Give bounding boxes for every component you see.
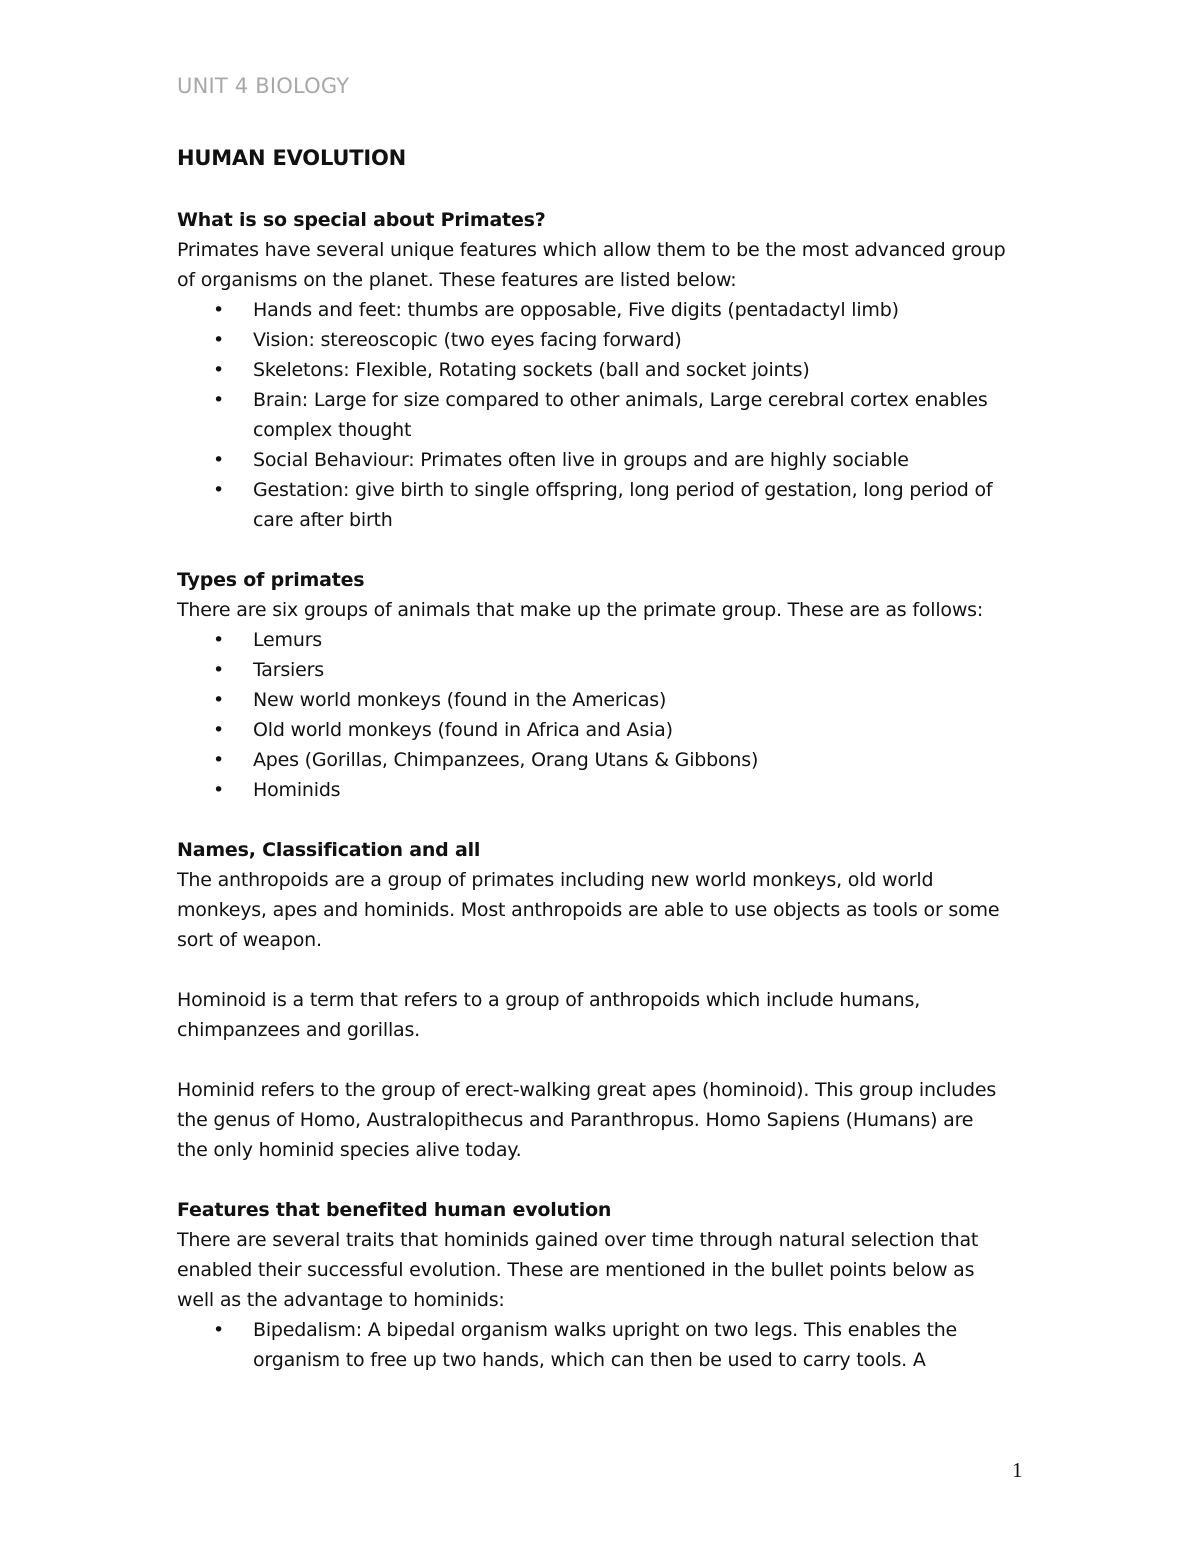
page-number: 1: [1012, 1458, 1023, 1482]
list-item: [177, 1315, 1007, 1375]
primate-types-list: [177, 625, 1007, 805]
section-heading-primates: What is so special about Primates?: [177, 209, 546, 231]
list-item-text: Brain: Large for size compared to other animals, Large cerebral cortex enables complex thought: [253, 389, 988, 441]
paragraph-hominoid: Hominoid is a term that refers to a group of anthropoids which include humans, chimpanzees and gorillas.: [177, 989, 921, 1041]
list-item: [177, 475, 1007, 535]
list-item: [177, 715, 1007, 745]
section-intro-types: There are six groups of animals that make up the primate group. These are as follows:: [177, 599, 984, 621]
spacer: [177, 535, 1007, 565]
bullet-icon: •: [213, 719, 225, 741]
bullet-icon: •: [213, 659, 225, 681]
bullet-icon: •: [213, 689, 225, 711]
bullet-icon: •: [213, 449, 225, 471]
bullet-icon: •: [213, 1319, 225, 1341]
evolution-features-list: [177, 1315, 1007, 1375]
bullet-icon: •: [213, 629, 225, 651]
list-item-text: Hands and feet: thumbs are opposable, Five digits (pentadactyl limb): [253, 299, 899, 321]
list-item: [177, 385, 1007, 445]
list-item-text: Old world monkeys (found in Africa and Asia): [253, 719, 673, 741]
list-item-text: New world monkeys (found in the Americas): [253, 689, 667, 711]
list-item-text: Hominids: [253, 779, 341, 801]
list-item: [177, 745, 1007, 775]
list-item: [177, 355, 1007, 385]
primate-features-list: [177, 295, 1007, 535]
bullet-icon: •: [213, 479, 225, 501]
list-item: [177, 685, 1007, 715]
list-item: [177, 325, 1007, 355]
section-intro-features: There are several traits that hominids gained over time through natural selection that enabled their successful evolution. These are mentioned in the bullet points below as well as the advantage to hominids:: [177, 1229, 979, 1311]
spacer: [177, 805, 1007, 835]
list-item: [177, 295, 1007, 325]
list-item-text: Tarsiers: [253, 659, 324, 681]
list-item-text: Apes (Gorillas, Chimpanzees, Orang Utans & Gibbons): [253, 749, 759, 771]
bullet-icon: •: [213, 359, 225, 381]
spacer: [177, 1045, 1007, 1075]
section-heading-types: Types of primates: [177, 569, 365, 591]
bullet-icon: •: [213, 779, 225, 801]
section-heading-classification: Names, Classification and all: [177, 839, 481, 861]
document-body: [177, 141, 1007, 1375]
spacer: [177, 1165, 1007, 1195]
bullet-icon: •: [213, 749, 225, 771]
list-item: [177, 445, 1007, 475]
bullet-icon: •: [213, 329, 225, 351]
list-item: [177, 775, 1007, 805]
bullet-icon: •: [213, 389, 225, 411]
list-item: [177, 655, 1007, 685]
list-item-text: Lemurs: [253, 629, 323, 651]
list-item-text: Vision: stereoscopic (two eyes facing forward): [253, 329, 682, 351]
list-item-text: Skeletons: Flexible, Rotating sockets (ball and socket joints): [253, 359, 810, 381]
paragraph-hominid: Hominid refers to the group of erect-walking great apes (hominoid). This group includes the genus of Homo, Australopithecus and Paranthropus. Homo Sapiens (Humans) are the only hominid species alive today.: [177, 1079, 997, 1161]
section-intro-primates: Primates have several unique features which allow them to be the most advanced group of organisms on the planet. These features are listed below:: [177, 239, 1006, 291]
running-header: UNIT 4 BIOLOGY: [177, 74, 350, 98]
list-item: [177, 625, 1007, 655]
document-title: HUMAN EVOLUTION: [177, 146, 406, 170]
list-item-text: Social Behaviour: Primates often live in groups and are highly sociable: [253, 449, 909, 471]
spacer: [177, 955, 1007, 985]
bullet-icon: •: [213, 299, 225, 321]
paragraph-anthropoids: The anthropoids are a group of primates including new world monkeys, old world monkeys, apes and hominids. Most anthropoids are able to use objects as tools or some sort of weapon.: [177, 869, 1000, 951]
section-heading-features: Features that benefited human evolution: [177, 1199, 612, 1221]
list-item-text: Gestation: give birth to single offspring, long period of gestation, long period of care after birth: [253, 479, 993, 531]
list-item-text: Bipedalism: A bipedal organism walks upright on two legs. This enables the organism to free up two hands, which can then be used to carry tools. A: [253, 1319, 958, 1371]
